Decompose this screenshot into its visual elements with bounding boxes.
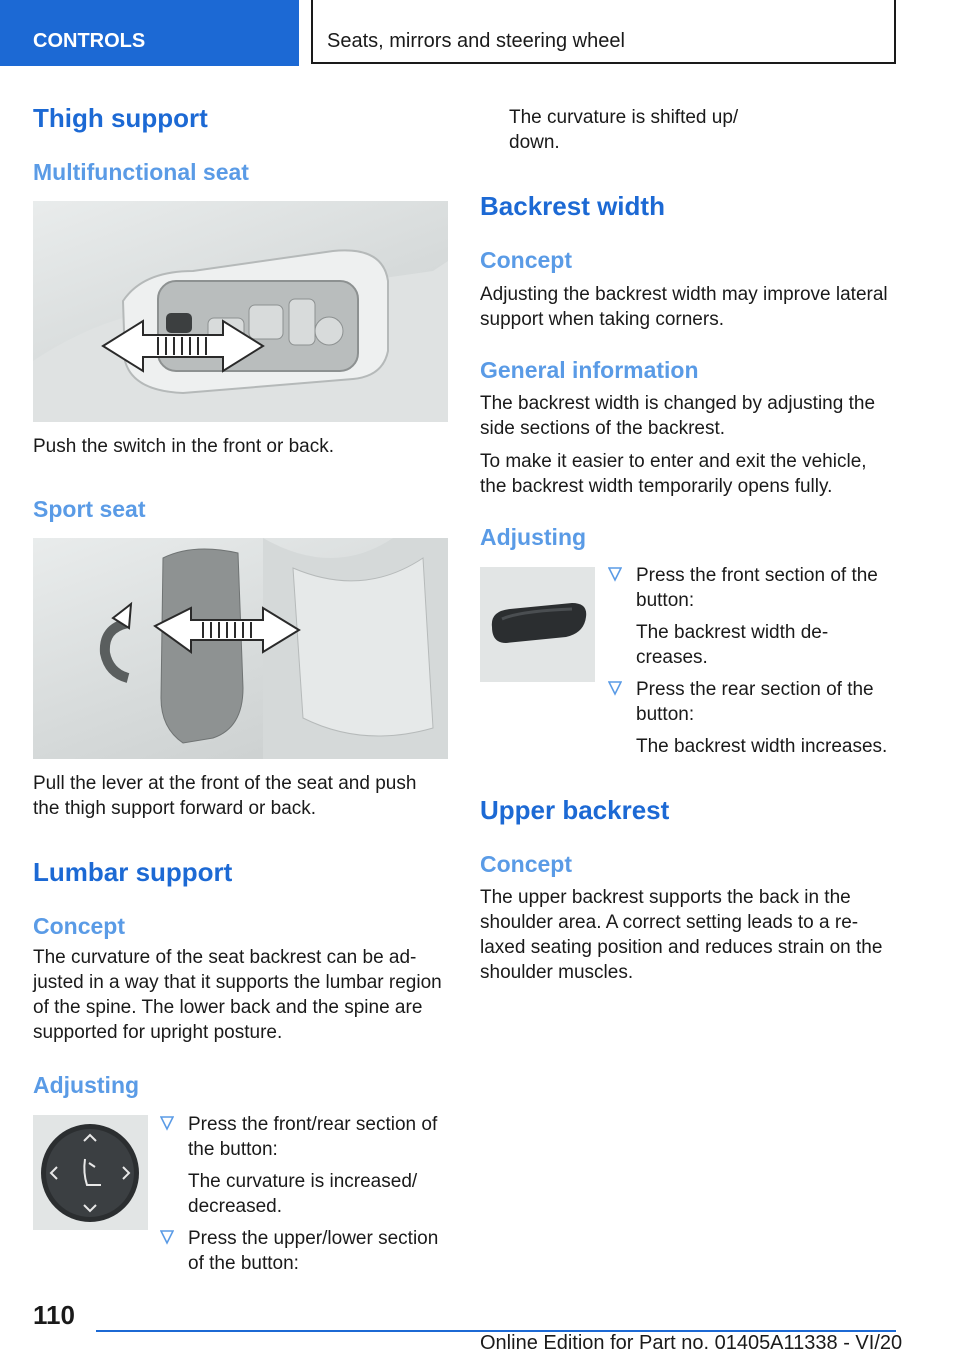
backrest-width-button-image <box>480 567 595 682</box>
backrest-concept-text: Adjusting the backrest width may improve lateral support when taking corners. <box>480 284 888 330</box>
bullet-triangle-icon <box>160 1115 174 1133</box>
heading-upper-backrest: Upper backrest <box>480 795 670 825</box>
heading-sport-seat: Sport seat <box>33 496 146 522</box>
sport-caption: Pull the lever at the front of the seat and push the thigh support forward or back. <box>33 773 417 819</box>
edition-note: Online Edition for Part no. 01405A11338 - VI/20 <box>480 1332 903 1354</box>
bullet-triangle-icon <box>160 1229 174 1247</box>
lumbar-button-image <box>33 1115 148 1230</box>
bullet-triangle-icon <box>608 566 622 584</box>
lumbar-concept-text: The curvature of the seat backrest can be ad‐ justed in a way that it supports the lumbar region of the spine. The lower back and the spine are supported for upright posture. <box>33 947 442 1043</box>
multifunctional-seat-illustration <box>33 201 448 422</box>
general-information-text: The backrest width is changed by adjusting the side sections of the backrest. To make it easier to enter and exit the vehicle, the backrest width temporarily opens fully. <box>480 393 876 497</box>
bullet-triangle-icon <box>608 680 622 698</box>
heading-backrest-width: Backrest width <box>480 191 665 221</box>
sport-seat-illustration <box>33 538 448 759</box>
chapter-title: Seats, mirrors and steering wheel <box>311 0 896 64</box>
heading-lumbar-concept: Concept <box>33 913 125 939</box>
heading-upper-concept: Concept <box>480 851 572 877</box>
multifunctional-caption: Push the switch in the front or back. <box>33 436 334 457</box>
heading-backrest-concept: Concept <box>480 247 572 273</box>
heading-multifunctional-seat: Multifunctional seat <box>33 159 249 185</box>
section-tab: CONTROLS <box>0 0 299 66</box>
heading-lumbar-adjusting: Adjusting <box>33 1072 140 1098</box>
page-header <box>0 0 960 66</box>
upper-backrest-text: The upper backrest supports the back in the shoulder area. A correct setting leads to a re‐ laxed seating position and reduces strain on the shoulder muscles. <box>480 887 883 983</box>
heading-backrest-adjusting: Adjusting <box>480 524 587 550</box>
page-number: 110 <box>33 1300 75 1330</box>
lumbar-continued-text: The curvature is shifted up/ down. <box>509 107 739 153</box>
heading-thigh-support: Thigh support <box>33 103 208 133</box>
heading-lumbar-support: Lumbar support <box>33 857 233 887</box>
heading-general-information: General information <box>480 357 699 383</box>
